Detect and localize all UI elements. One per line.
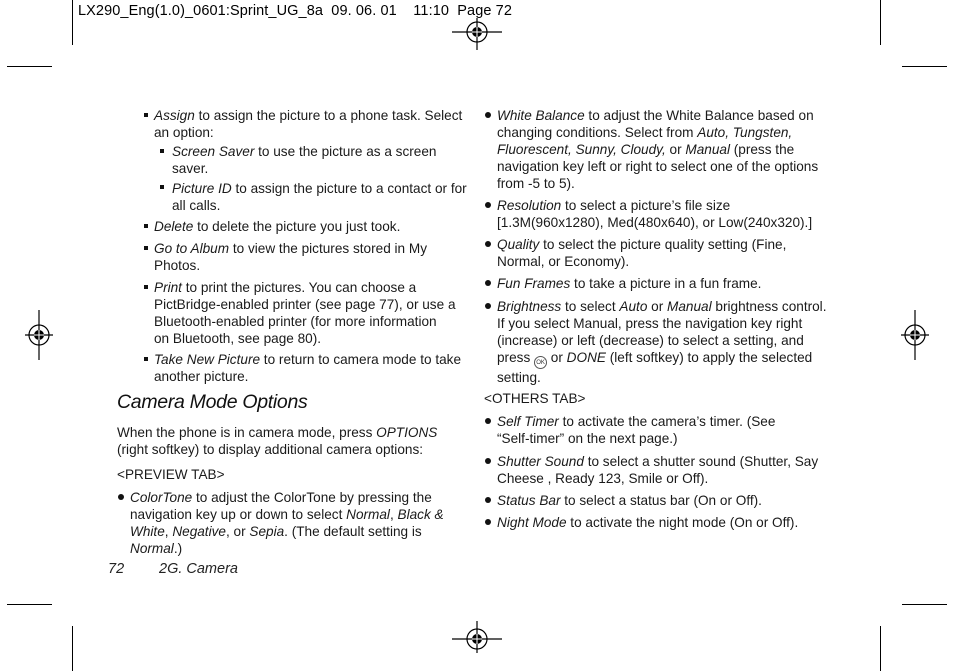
list-item-shutter-sound	[497, 453, 842, 487]
desc: If you select Manual, press the navigation key right	[497, 316, 803, 331]
desc: to return to camera mode to take	[260, 352, 462, 367]
page-number: 72	[108, 561, 125, 577]
list-item-status-bar	[497, 492, 842, 509]
desc: to view the pictures stored in My	[229, 241, 428, 256]
term: White Balance	[497, 108, 585, 123]
round-bullet	[485, 280, 491, 286]
term: Manual	[685, 142, 730, 157]
term: Brightness	[497, 299, 562, 314]
intro-text: When the phone is in camera mode, press	[117, 425, 377, 440]
square-bullet	[160, 185, 164, 189]
desc: saver.	[172, 161, 209, 176]
ok-key-icon: OK	[534, 356, 547, 369]
square-bullet	[160, 149, 164, 153]
list-item-fun-frames	[497, 275, 842, 292]
square-bullet	[144, 113, 148, 117]
desc: brightness control.	[711, 299, 827, 314]
desc: to assign the picture to a contact or for	[231, 181, 467, 196]
term: DONE	[566, 350, 606, 365]
term: Go to Album	[154, 241, 230, 256]
left-column	[0, 0, 477, 600]
term: Negative	[172, 524, 226, 539]
square-bullet	[144, 246, 148, 250]
section-label: 2G. Camera	[159, 561, 238, 577]
desc: or	[647, 299, 668, 314]
crop-mark	[880, 626, 881, 671]
round-bullet	[485, 202, 491, 208]
term: Status Bar	[497, 493, 561, 508]
desc: Cheese , Ready 123, Smile or Off).	[497, 471, 709, 486]
desc: navigation key left or right to select one of the options	[497, 159, 819, 174]
term: Night Mode	[497, 515, 567, 530]
term: Screen Saver	[172, 144, 255, 159]
list-item-self-timer	[497, 413, 842, 447]
list-item-assign	[154, 107, 474, 141]
crop-mark	[7, 604, 52, 605]
term: Picture ID	[172, 181, 232, 196]
term: Fun Frames	[497, 276, 571, 291]
square-bullet	[144, 357, 148, 361]
term: Resolution	[497, 198, 562, 213]
desc: ,	[389, 507, 398, 522]
term: OPTIONS	[376, 425, 438, 440]
round-bullet	[118, 494, 124, 500]
intro-text: (right softkey) to display additional camera options:	[117, 442, 424, 457]
desc: to select the picture quality setting (Fine,	[539, 237, 787, 252]
term: Take New Picture	[154, 352, 261, 367]
term: White	[130, 524, 165, 539]
desc: to delete the picture you just took.	[193, 219, 401, 234]
intro-paragraph	[117, 424, 472, 458]
desc: Normal, or Economy).	[497, 254, 630, 269]
round-bullet	[485, 458, 491, 464]
list-item-quality	[497, 236, 842, 270]
list-item-go-to-album	[154, 240, 474, 274]
square-bullet	[144, 285, 148, 289]
term: Delete	[154, 219, 194, 234]
desc: to assign the picture to a phone task. Select	[194, 108, 463, 123]
term: Self Timer	[497, 414, 559, 429]
desc: an option:	[154, 125, 214, 140]
desc: setting.	[497, 370, 541, 385]
list-item-print	[154, 279, 474, 347]
list-item-colortone	[130, 489, 475, 557]
square-bullet	[144, 224, 148, 228]
desc: to adjust the White Balance based on	[584, 108, 814, 123]
desc: all calls.	[172, 198, 221, 213]
desc: , or	[225, 524, 250, 539]
desc: .)	[173, 541, 183, 556]
list-item-night-mode	[497, 514, 842, 531]
round-bullet	[485, 112, 491, 118]
desc: . (The default setting is	[284, 524, 422, 539]
term: Normal	[346, 507, 390, 522]
desc: to activate the camera’s timer. (See	[558, 414, 776, 429]
desc: to take a picture in a fun frame.	[570, 276, 762, 291]
desc: to activate the night mode (On or Off).	[566, 515, 799, 530]
term: Quality	[497, 237, 540, 252]
desc: to select a status bar (On or Off).	[560, 493, 762, 508]
term: Shutter Sound	[497, 454, 584, 469]
desc: on Bluetooth, see page 80).	[154, 331, 322, 346]
list-item-white-balance	[497, 107, 842, 192]
desc: PictBridge-enabled printer (see page 77), or use a	[154, 297, 456, 312]
term: Fluorescent, Sunny, Cloudy,	[497, 142, 666, 157]
print-slug: LX290_Eng(1.0)_0601:Sprint_UG_8a 09. 06. 01 11:10 Page 72	[78, 3, 512, 19]
desc: navigation key up or down to select	[130, 507, 347, 522]
round-bullet	[485, 303, 491, 309]
list-item-brightness	[497, 298, 842, 386]
desc: or	[547, 350, 567, 365]
desc: “Self-timer” on the next page.)	[497, 431, 678, 446]
round-bullet	[485, 519, 491, 525]
desc: to print the pictures. You can choose a	[181, 280, 417, 295]
desc: to select a shutter sound (Shutter, Say	[583, 454, 819, 469]
desc: press	[497, 350, 535, 365]
list-item-resolution	[497, 197, 847, 231]
desc: or	[665, 142, 686, 157]
crop-mark	[72, 626, 73, 671]
term: Auto, Tungsten,	[697, 125, 793, 140]
term: Manual	[667, 299, 712, 314]
desc: to select	[561, 299, 620, 314]
term: Normal	[130, 541, 174, 556]
desc: to use the picture as a screen	[254, 144, 437, 159]
list-item-take-new-picture	[154, 351, 474, 385]
round-bullet	[485, 241, 491, 247]
term: Print	[154, 280, 182, 295]
desc: ,	[164, 524, 173, 539]
list-item-picture-id	[172, 180, 472, 214]
round-bullet	[485, 418, 491, 424]
list-item-screen-saver	[172, 143, 472, 177]
desc: changing conditions. Select from	[497, 125, 698, 140]
preview-tab-heading: <PREVIEW TAB>	[117, 467, 225, 482]
term: Assign	[154, 108, 195, 123]
desc: from -5 to 5).	[497, 176, 575, 191]
desc: [1.3M(960x1280), Med(480x640), or Low(240x320).]	[497, 215, 813, 230]
term: Auto	[619, 299, 648, 314]
crop-mark	[902, 604, 947, 605]
desc: (press the	[729, 142, 795, 157]
term: Black &	[397, 507, 444, 522]
round-bullet	[485, 497, 491, 503]
list-item-delete	[154, 218, 474, 235]
section-title: Camera Mode Options	[117, 391, 308, 413]
right-column	[477, 0, 954, 600]
others-tab-heading: <OTHERS TAB>	[484, 391, 586, 406]
registration-mark-icon	[452, 621, 502, 657]
desc: Photos.	[154, 258, 201, 273]
desc: (left softkey) to apply the selected	[605, 350, 813, 365]
desc: (increase) or left (decrease) to select a setting, and	[497, 333, 804, 348]
desc: to adjust the ColorTone by pressing the	[192, 490, 432, 505]
term: ColorTone	[130, 490, 193, 505]
desc: to select a picture’s file size	[561, 198, 731, 213]
term: Sepia	[249, 524, 285, 539]
desc: Bluetooth-enabled printer (for more information	[154, 314, 437, 329]
desc: another picture.	[154, 369, 249, 384]
